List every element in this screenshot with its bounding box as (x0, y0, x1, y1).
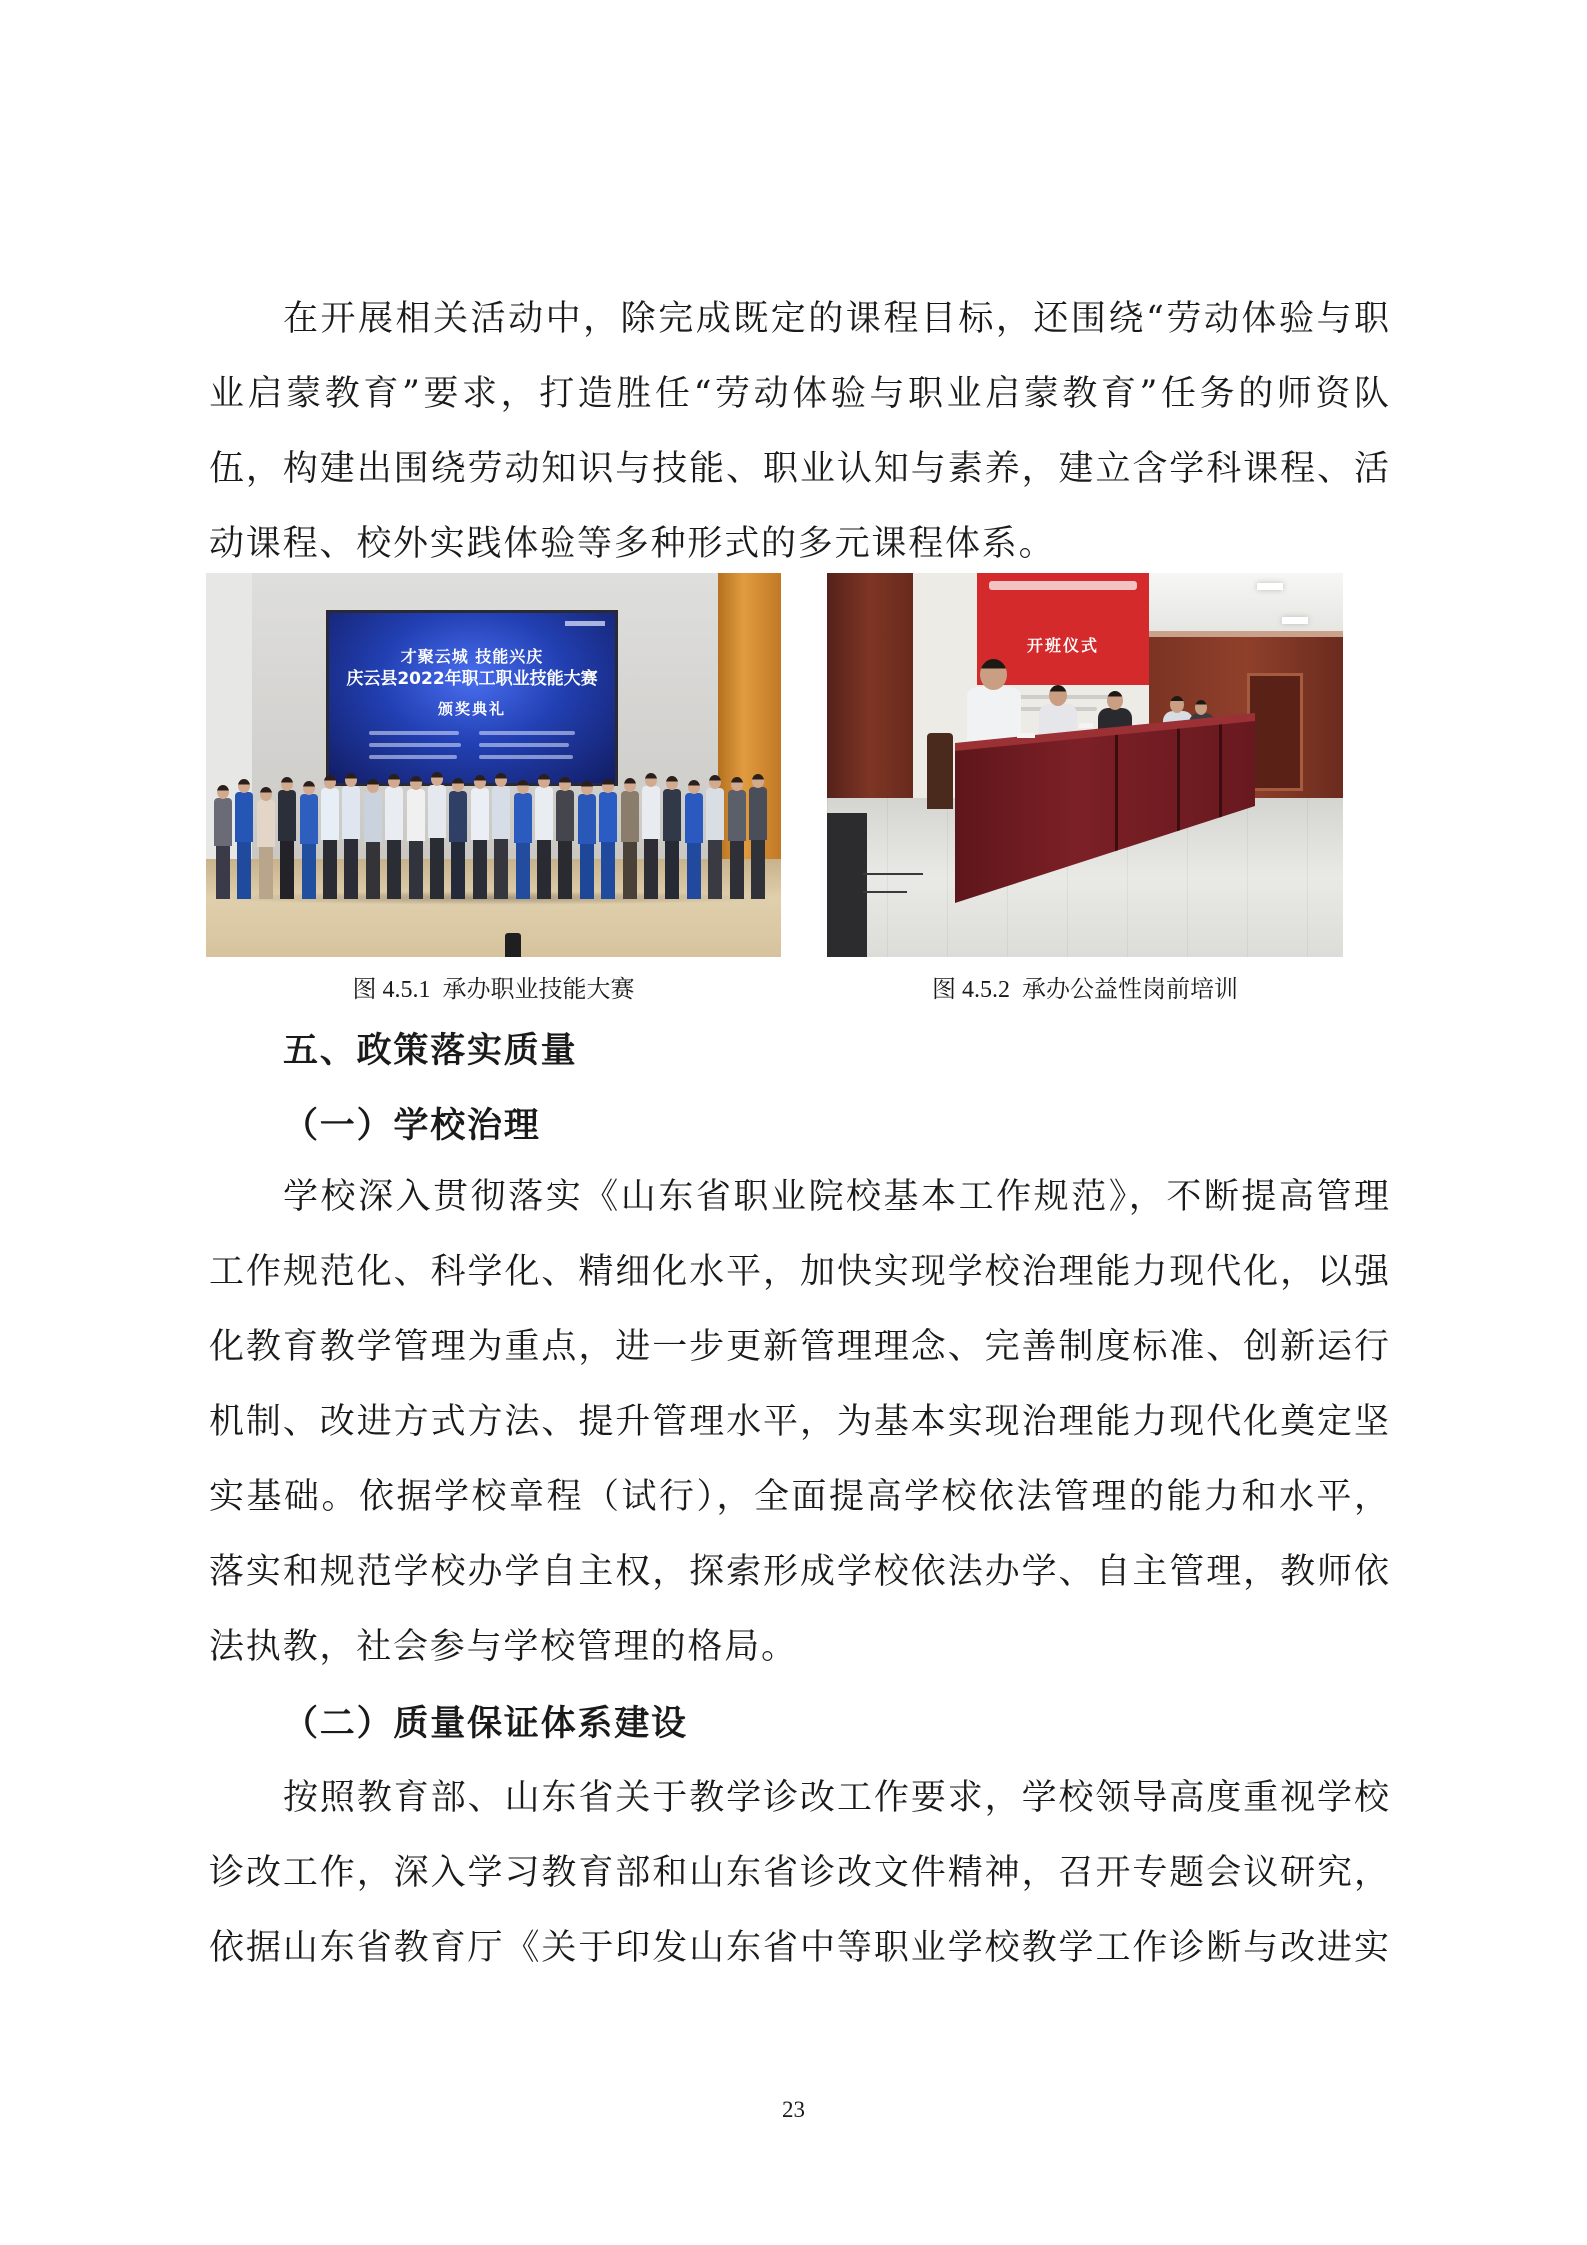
person-figure (492, 773, 510, 899)
person-head (709, 775, 721, 789)
person-legs (237, 842, 251, 899)
person-figure (385, 774, 403, 899)
person-figure (514, 780, 532, 899)
text-line: 伍，构建出围绕劳动知识与技能、职业认知与素养，建立含学科课程、活 (209, 449, 1391, 489)
screen-fine-print (479, 731, 575, 735)
person-figure (556, 777, 574, 899)
person-torso (556, 790, 574, 841)
person-torso (514, 793, 532, 843)
person-head (324, 775, 336, 789)
figure-caption: 图 4.5.2 承办公益性岗前培训 (932, 977, 1238, 1003)
ceiling-light (1257, 583, 1283, 590)
person-legs (216, 846, 230, 899)
person-legs (623, 842, 637, 899)
text-line: 按照教育部、山东省关于教学诊改工作要求，学校领导高度重视学校 (283, 1778, 1391, 1818)
person-head (367, 779, 379, 793)
text-line: 化教育教学管理为重点，进一步更新管理理念、完善制度标准、创新运行 (209, 1327, 1391, 1367)
equipment-box (827, 813, 867, 957)
wall-trim (1149, 631, 1343, 637)
person-torso (321, 788, 339, 840)
person-legs (751, 840, 765, 899)
person-torso (749, 787, 767, 840)
person-torso (621, 791, 639, 842)
person-figure (749, 774, 767, 899)
person-legs (730, 841, 744, 899)
text-line: 落实和规范学校办学自主权，探索形成学校依法办学、自主管理，教师依 (209, 1552, 1391, 1592)
table-paper (1017, 733, 1035, 738)
person-legs (665, 841, 679, 899)
seated-person-head (1195, 700, 1207, 715)
subsection-heading: （二）质量保证体系建设 (283, 1703, 688, 1744)
person-head (260, 787, 272, 801)
person-figure (364, 779, 382, 899)
text-line: 机制、改进方式方法、提升管理水平，为基本实现治理能力现代化奠定坚 (209, 1402, 1391, 1442)
ceiling-light (1282, 617, 1308, 624)
person-legs (259, 847, 273, 899)
person-legs (473, 840, 487, 899)
person-head (517, 780, 529, 794)
person-figure (214, 785, 232, 899)
person-head (624, 778, 636, 792)
photo-ceiling (1127, 573, 1343, 637)
chair (927, 733, 953, 809)
person-head (452, 778, 464, 792)
person-torso (214, 798, 232, 846)
seated-person-head (1170, 696, 1184, 713)
person-torso (471, 788, 489, 840)
person-torso (449, 791, 467, 842)
person-torso (578, 794, 596, 844)
person-head (281, 777, 293, 791)
person-figure (706, 775, 724, 899)
screen-title: 庆云县2022年职工职业技能大赛 (346, 669, 598, 689)
person-legs (644, 839, 658, 899)
screen-fine-print (369, 731, 459, 735)
person-torso (535, 787, 553, 840)
text-line: 法执教，社会参与学校管理的格局。 (209, 1627, 798, 1667)
person-legs (302, 844, 316, 899)
person-legs (708, 840, 722, 899)
screen-fine-print (479, 755, 573, 759)
text-line: 诊改工作，深入学习教育部和山东省诊改文件精神，召开专题会议研究， (209, 1853, 1391, 1893)
person-torso (385, 787, 403, 840)
person-head (474, 775, 486, 789)
person-head (410, 776, 422, 790)
section-heading: 五、政策落实质量 (283, 1031, 578, 1071)
person-head (731, 777, 743, 791)
banner-title: 开班仪式 (1026, 636, 1099, 655)
stage-screen-display (329, 613, 615, 783)
person-torso (257, 800, 275, 847)
person-figure (278, 777, 296, 899)
seated-person-head (980, 659, 1007, 690)
person-head (431, 772, 443, 786)
person-legs (323, 840, 337, 899)
person-head (645, 773, 657, 787)
person-figure (728, 777, 746, 899)
text-line: 实基础。依据学校章程（试行），全面提高学校依法管理的能力和水平， (209, 1477, 1392, 1517)
person-head (581, 781, 593, 795)
person-head (752, 774, 764, 788)
person-figure (642, 773, 660, 899)
camera-tripod (505, 933, 521, 957)
person-legs (451, 842, 465, 899)
text-line: 依据山东省教育厅《关于印发山东省中等职业学校教学工作诊断与改进实 (209, 1928, 1391, 1968)
person-legs (366, 842, 380, 899)
figure-caption: 图 4.5.1 承办职业技能大赛 (352, 977, 635, 1003)
cable (863, 873, 923, 875)
banner-heading-blurred (989, 581, 1137, 590)
subsection-heading: （一）学校治理 (283, 1105, 541, 1146)
person-torso (685, 793, 703, 843)
person-figure (407, 776, 425, 899)
person-figure (257, 787, 275, 899)
person-head (303, 781, 315, 795)
person-legs (387, 840, 401, 899)
person-head (345, 773, 357, 787)
text-line: 在开展相关活动中，除完成既定的课程目标，还围绕“劳动体验与职 (283, 299, 1392, 339)
person-torso (706, 788, 724, 840)
person-legs (537, 840, 551, 899)
person-figure (342, 773, 360, 899)
table-paper (1079, 723, 1093, 728)
photo-award-ceremony (206, 573, 781, 957)
person-figure (535, 774, 553, 899)
person-head (238, 779, 250, 793)
person-figure (471, 775, 489, 899)
screen-subtitle: 颁奖典礼 (437, 700, 506, 718)
person-head (559, 777, 571, 791)
person-figure (235, 779, 253, 899)
person-torso (235, 792, 253, 842)
person-torso (728, 790, 746, 841)
person-torso (642, 786, 660, 839)
person-torso (407, 789, 425, 841)
person-torso (599, 792, 617, 842)
person-head (688, 780, 700, 794)
text-line: 业启蒙教育”要求，打造胜任“劳动体验与职业启蒙教育”任务的师资队 (209, 374, 1393, 414)
person-torso (364, 792, 382, 842)
person-legs (280, 841, 294, 899)
seated-person-head (1107, 691, 1123, 710)
person-figure (599, 779, 617, 899)
person-figure (663, 776, 681, 899)
person-torso (492, 786, 510, 839)
person-head (388, 774, 400, 788)
person-legs (409, 841, 423, 899)
person-torso (663, 789, 681, 841)
room-door (1247, 673, 1303, 791)
person-head (217, 785, 229, 799)
person-head (538, 774, 550, 788)
page-number: 23 (782, 2097, 805, 2122)
person-legs (494, 839, 508, 899)
person-torso (428, 785, 446, 838)
person-legs (601, 842, 615, 899)
person-figure (300, 781, 318, 899)
person-legs (344, 839, 358, 899)
person-torso (342, 786, 360, 839)
text-line: 工作规范化、科学化、精细化水平，加快实现学校治理能力现代化，以强 (209, 1252, 1391, 1292)
person-legs (580, 844, 594, 899)
person-figure (685, 780, 703, 899)
person-torso (278, 790, 296, 841)
person-torso (300, 794, 318, 844)
text-line: 学校深入贯彻落实《山东省职业院校基本工作规范》，不断提高管理 (283, 1177, 1392, 1217)
person-figure (578, 781, 596, 899)
photo-training-opening (827, 573, 1343, 957)
text-line: 动课程、校外实践体验等多种形式的多元课程体系。 (209, 524, 1056, 564)
seated-person-head (1049, 685, 1067, 706)
screen-fine-print (369, 755, 457, 759)
person-legs (516, 843, 530, 899)
person-head (602, 779, 614, 793)
screen-logo (565, 621, 605, 626)
screen-fine-print (479, 743, 569, 747)
stage-screen (326, 610, 618, 786)
person-figure (321, 775, 339, 899)
person-head (666, 776, 678, 790)
cable (863, 891, 907, 893)
person-head (495, 773, 507, 787)
screen-slogan: 才聚云城 技能兴庆 (400, 647, 544, 666)
screen-fine-print (369, 743, 461, 747)
person-figure (449, 778, 467, 899)
person-figure (621, 778, 639, 899)
person-legs (687, 843, 701, 899)
person-legs (430, 838, 444, 899)
person-legs (558, 841, 572, 899)
person-figure (428, 772, 446, 899)
